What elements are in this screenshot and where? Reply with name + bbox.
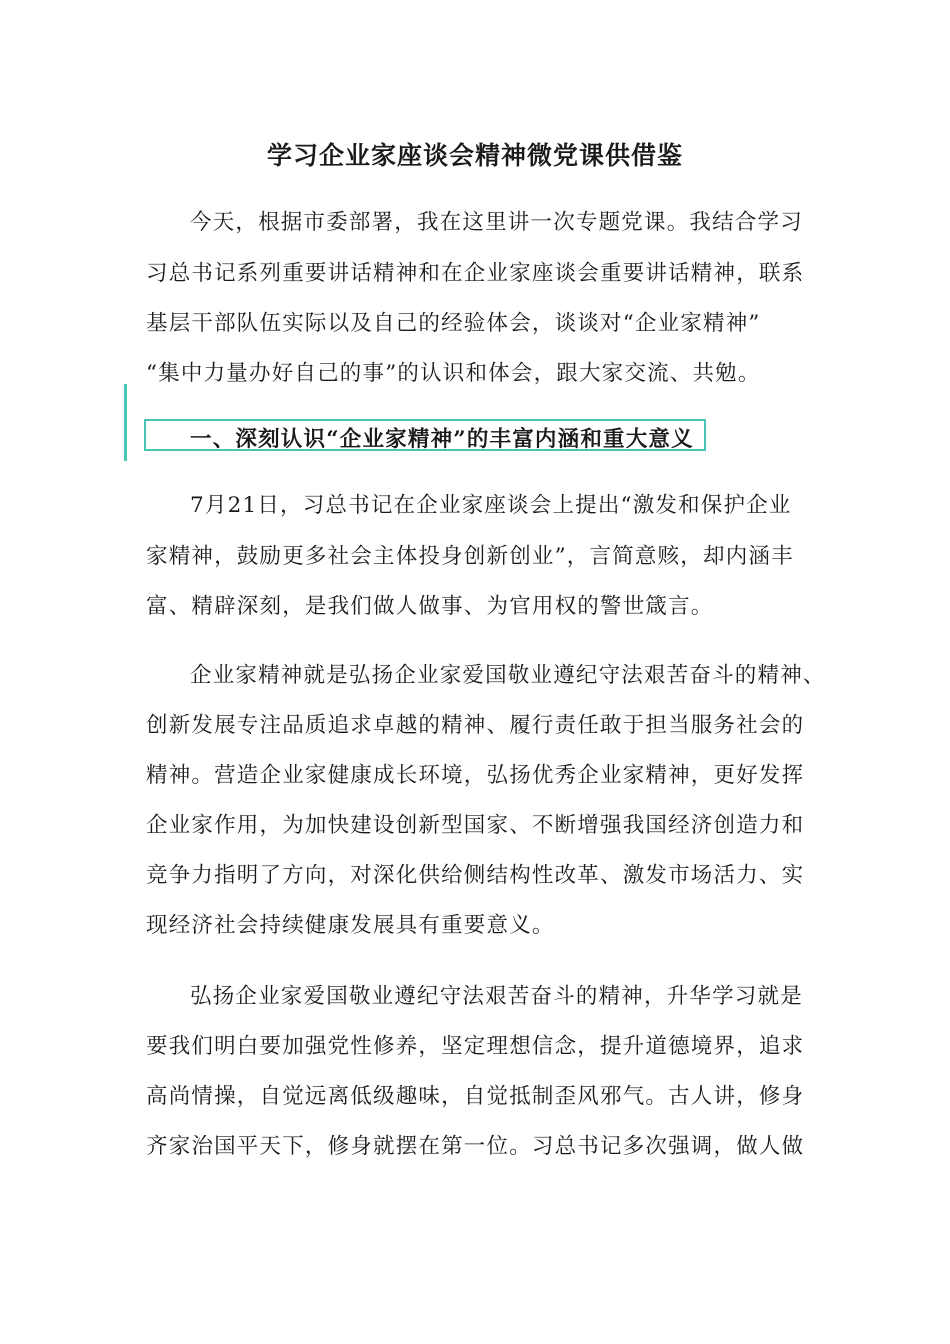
section-heading: 一、深刻认识“企业家精神”的丰富内涵和重大意义: [190, 427, 694, 452]
paragraph-line: 富、精辟深刻，是我们做人做事、为官用权的警世箴言。: [146, 594, 714, 619]
paragraph-line: 高尚情操，自觉远离低级趣味，自觉抵制歪风邪气。古人讲，修身: [146, 1084, 805, 1109]
paragraph-line: 要我们明白要加强党性修养，坚定理想信念，提升道德境界，追求: [146, 1034, 805, 1059]
paragraph-line: 竞争力指明了方向，对深化供给侧结构性改革、激发市场活力、实: [146, 863, 805, 888]
paragraph-line: 现经济社会持续健康发展具有重要意义。: [146, 913, 555, 938]
document-title: 学习企业家座谈会精神微党课供借鉴: [266, 141, 683, 170]
intro-line: “集中力量办好自己的事”的认识和体会，跟大家交流、共勉。: [146, 361, 761, 386]
paragraph-line: 创新发展专注品质追求卓越的精神、履行责任敢于担当服务社会的: [146, 713, 805, 738]
intro-line: 基层干部队伍实际以及自己的经验体会，谈谈对“企业家精神”: [146, 311, 761, 336]
intro-line: 习总书记系列重要讲话精神和在企业家座谈会重要讲话精神，联系: [146, 261, 805, 286]
paragraph-line: 精神。营造企业家健康成长环境，弘扬优秀企业家精神，更好发挥: [146, 763, 805, 788]
intro-line: 今天，根据市委部署，我在这里讲一次专题党课。我结合学习: [190, 210, 803, 235]
paragraph-line: 弘扬企业家爱国敬业遵纪守法艰苦奋斗的精神，升华学习就是: [190, 984, 803, 1009]
paragraph-line: 企业家作用，为加快建设创新型国家、不断增强我国经济创造力和: [146, 813, 805, 838]
paragraph-line: 7月21日，习总书记在企业家座谈会上提出“激发和保护企业: [190, 493, 792, 518]
paragraph-line: 齐家治国平天下，修身就摆在第一位。习总书记多次强调，做人做: [146, 1134, 805, 1159]
paragraph-line: 企业家精神就是弘扬企业家爱国敬业遵纪守法艰苦奋斗的精神、: [190, 663, 826, 688]
paragraph-line: 家精神，鼓励更多社会主体投身创新创业”，言简意赅，却内涵丰: [146, 544, 794, 569]
heading-marker-bar: [124, 384, 127, 461]
